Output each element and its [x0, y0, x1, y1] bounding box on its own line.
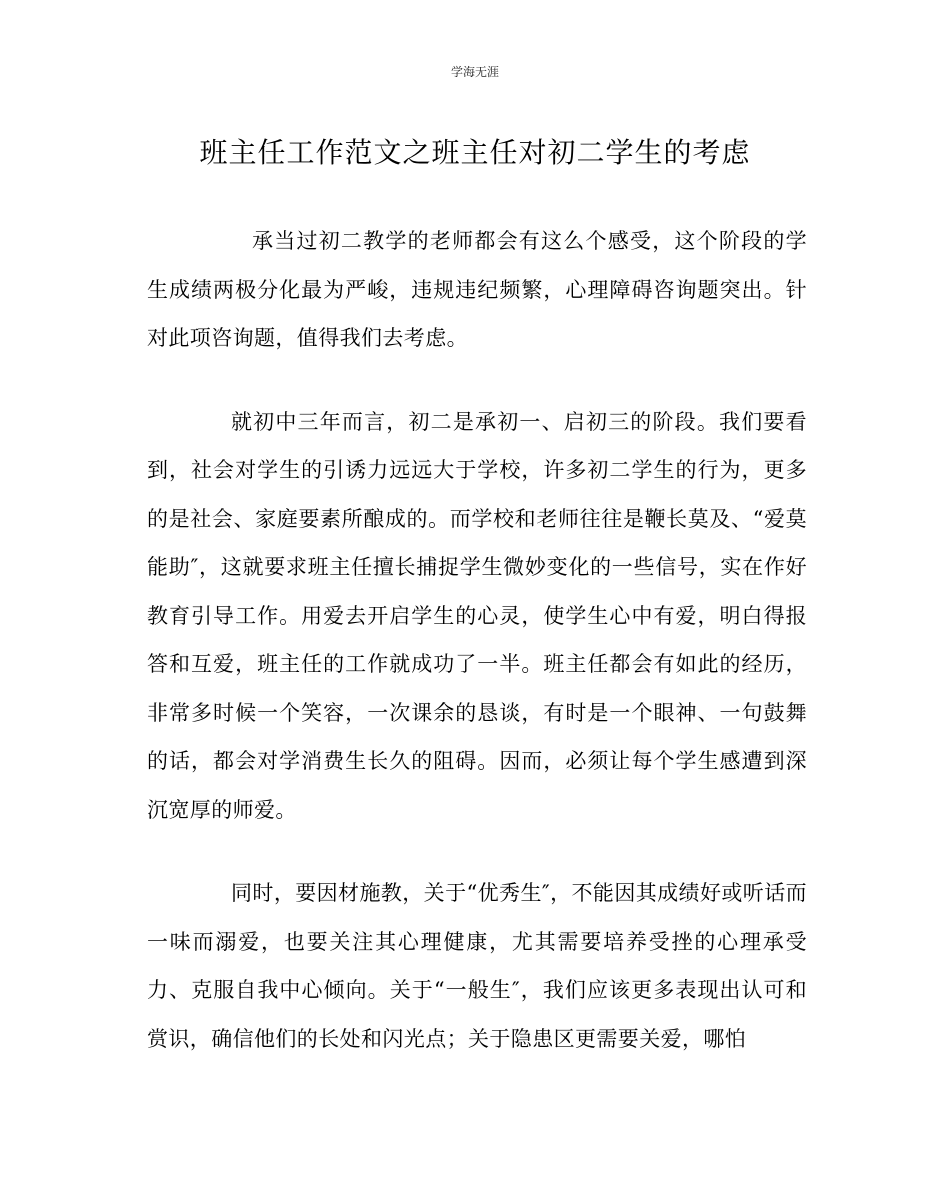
document-title: 班主任工作范文之班主任对初二学生的考虑 — [199, 136, 751, 169]
paragraph-2: 就初中三年而言，初二是承初一、启初三的阶段。我们要看到，社会对学生的引诱力远远大于学校，许多初二学生的行为，更多的是社会、家庭要素所酿成的。而学校和老师往往是鞭长莫及、“爱莫能助″，这就要求班主任擅长捕捉学生微妙变化的一些信号，实在作好教育引导工作。用爱去开启学生的心灵，使学生心中有爱，明白得报答和互爱，班主任的工作就成功了一半。班主任都会有如此的经历，非常多时候一个笑容，一次课余的恳谈，有时是一个眼神、一句鼓舞的话，都会对学消费生长久的阻碍。因而，必须让每个学生感遭到深沉宽厚的师爱。 — [147, 409, 807, 822]
document-body — [147, 217, 807, 1098]
paragraph-3: 同时，要因材施教，关于“优秀生″，不能因其成绩好或听话而一味而溺爱，也要关注其心理健康，尤其需要培养受挫的心理承受力、克服自我中心倾向。关于“一般生″，我们应该更多表现出认可和赏识，确信他们的长处和闪光点；关于隐患区更需要关爱，哪怕 — [147, 881, 807, 1051]
paragraph-1: 承当过初二教学的老师都会有这么个感受，这个阶段的学生成绩两极分化最为严峻，违规违纪频繁，心理障碍咨询题突出。针对此项咨询题，值得我们去考虑。 — [147, 229, 807, 350]
page-header: 学海无涯 — [450, 65, 499, 79]
